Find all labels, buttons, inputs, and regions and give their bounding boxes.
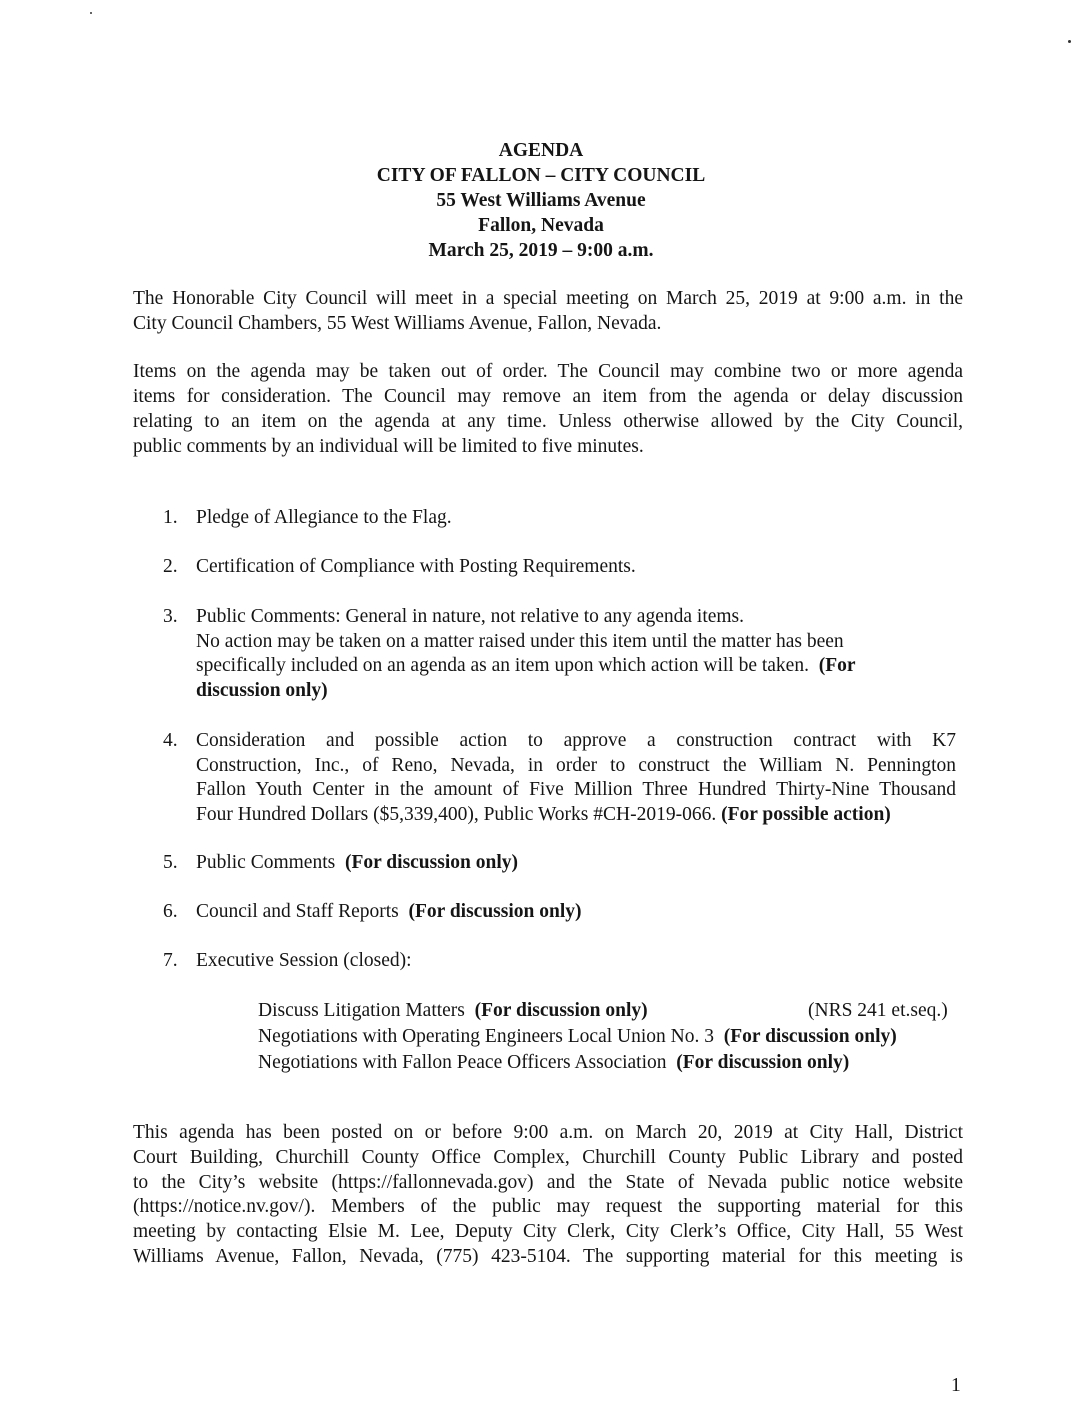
item-number: 5. <box>163 852 178 873</box>
item-action-label: (For discussion only) <box>344 852 518 873</box>
posting-line: This agenda has been posted on or before 9:00 a.m. on March 20, 2019 at City Hall, District <box>133 1122 963 1143</box>
item-text: Consideration and possible action to approve a construction contract with K7 <box>196 730 956 751</box>
item-number: 2. <box>163 556 178 577</box>
notice-paragraph <box>133 359 963 459</box>
item-number: 6. <box>163 901 178 922</box>
executive-row <box>258 1050 897 1076</box>
intro-line: The Honorable City Council will meet in a special meeting on March 25, 2019 at 9:00 a.m. in the <box>133 288 963 309</box>
executive-text: Negotiations with Operating Engineers Local Union No. 3 <box>258 1026 714 1047</box>
item-text: Fallon Youth Center in the amount of Five Million Three Hundred Thirty-Nine Thousand <box>196 779 956 800</box>
notice-line: public comments by an individual will be limited to five minutes. <box>133 436 644 457</box>
scan-speck <box>90 12 92 14</box>
executive-text: Negotiations with Fallon Peace Officers Association <box>258 1052 667 1073</box>
item-text: Pledge of Allegiance to the Flag. <box>196 507 452 528</box>
council-name: CITY OF FALLON – CITY COUNCIL <box>376 165 706 186</box>
item-action-label: discussion only) <box>196 679 328 701</box>
executive-session-list <box>258 998 948 1076</box>
page-number: 1 <box>951 1375 961 1396</box>
item-text: Public Comments: General in nature, not relative to any agenda items. <box>196 606 745 627</box>
item-text: Executive Session (closed): <box>196 950 412 971</box>
executive-row <box>258 998 948 1024</box>
item-number: 1. <box>163 507 178 528</box>
meeting-date: March 25, 2019 – 9:00 a.m. <box>428 240 654 261</box>
item-action-label: (For <box>818 655 856 676</box>
posting-line: to the City’s website (https://fallonnevada.gov) and the State of Nevada public notice website <box>133 1171 963 1193</box>
item-text: Four Hundred Dollars ($5,339,400), Public Works #CH-2019-066. <box>196 803 717 825</box>
item-text: Construction, Inc., of Reno, Nevada, in order to construct the William N. Pennington <box>196 754 956 776</box>
meeting-address: 55 West Williams Avenue <box>436 190 646 211</box>
item-text: specifically included on an agenda as an item upon which action will be taken. <box>196 655 809 676</box>
posting-line: Court Building, Churchill County Office Complex, Churchill County Public Library and posted <box>133 1146 963 1168</box>
meeting-city: Fallon, Nevada <box>478 215 604 236</box>
posting-paragraph <box>133 1121 963 1270</box>
item-text: Council and Staff Reports <box>196 901 399 922</box>
posting-line: Williams Avenue, Fallon, Nevada, (775) 423-5104. The supporting material for this meeting is <box>133 1245 963 1267</box>
nrs-reference: (NRS 241 et.seq.) <box>808 1000 948 1021</box>
executive-text: Discuss Litigation Matters <box>258 1000 465 1021</box>
notice-line: Items on the agenda may be taken out of order. The Council may combine two or more agenda <box>133 361 963 382</box>
intro-paragraph <box>133 286 963 336</box>
scan-speck <box>1068 40 1071 43</box>
item-action-label: (For discussion only) <box>408 901 582 922</box>
executive-row <box>258 1024 897 1050</box>
posting-line: (https://notice.nv.gov/). Members of the public may request the supporting material for this <box>133 1196 963 1218</box>
item-number: 3. <box>163 606 178 627</box>
executive-action-label: (For discussion only) <box>474 1000 648 1021</box>
agenda-header <box>0 138 1082 263</box>
item-text: Certification of Compliance with Posting Requirements. <box>196 556 636 577</box>
item-text: Public Comments <box>196 852 336 873</box>
item-number: 7. <box>163 950 178 971</box>
notice-line: items for consideration. The Council may remove an item from the agenda or delay discussion <box>133 386 963 407</box>
executive-action-label: (For discussion only) <box>676 1052 850 1073</box>
posting-line: meeting by contacting Elsie M. Lee, Deputy City Clerk, City Clerk’s Office, City Hall, 55 West <box>133 1221 963 1243</box>
intro-line: City Council Chambers, 55 West Williams Avenue, Fallon, Nevada. <box>133 313 662 334</box>
agenda-title: AGENDA <box>498 140 584 161</box>
item-number: 4. <box>163 730 178 751</box>
notice-line: relating to an item on the agenda at any time. Unless otherwise allowed by the City Council, <box>133 411 963 432</box>
item-action-label: (For possible action) <box>721 803 891 825</box>
item-text: No action may be taken on a matter raised under this item until the matter has been <box>196 630 844 652</box>
executive-action-label: (For discussion only) <box>723 1026 897 1047</box>
